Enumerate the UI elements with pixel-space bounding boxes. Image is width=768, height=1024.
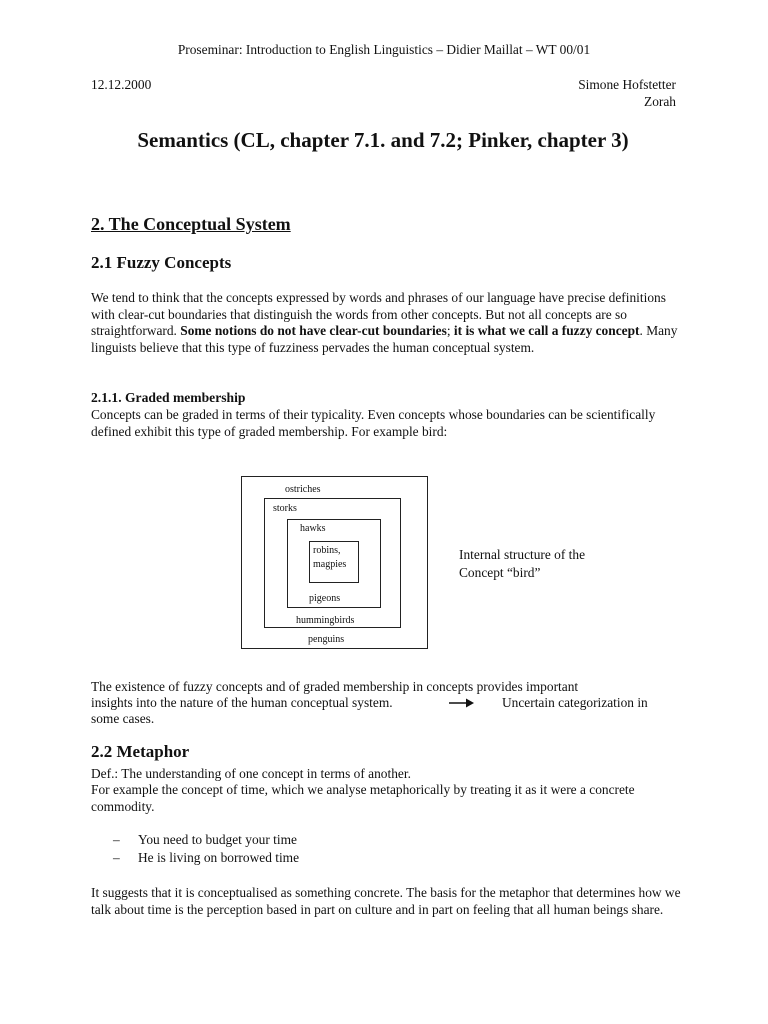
para-bold-text: Some notions do not have clear-cut boundaries [180,323,447,338]
list-dash: – [113,850,120,865]
graded-membership-paragraph: Concepts can be graded in terms of their typicality. Even concepts whose boundaries can be scientifically defined exhibit this type of graded membership. For example bird: [91,407,656,439]
conclusion-line2b: Uncertain categorization in [502,695,648,710]
conclusion-line2a: insights into the nature of the human conceptual system. [91,695,393,710]
conclusion-line1: The existence of fuzzy concepts and of graded membership in concepts provides important [91,679,579,694]
author-1: Simone Hofstetter [578,77,676,92]
right-arrow-icon [449,697,475,709]
conclusion-line3: some cases. [91,711,155,726]
metaphor-example: For example the concept of time, which we analyse metaphorically by treating it as it were a concrete commodity. [91,782,635,814]
fuzzy-concepts-paragraph [91,290,691,356]
section-heading-graded-membership: 2.1.1. Graded membership [91,390,246,405]
diagram-caption-line1: Internal structure of the [459,547,586,562]
list-item [113,850,299,866]
label-hummingbirds: hummingbirds [296,615,355,626]
label-robins: robins, [313,545,341,556]
author-2: Zorah [644,94,676,109]
list-item-text: He is living on borrowed time [138,850,300,865]
para-text: We tend to think that the concepts expressed by words and phrases of our language have precise definitions with clear-cut boundaries that distinguish the words from other concepts. But not all concepts are so straightforward. [91,290,666,338]
para-text: ; [446,323,454,338]
para-text: . Many linguists believe that this type of fuzziness pervades the human conceptual system. [91,323,678,355]
list-item [113,832,297,848]
label-hawks: hawks [300,523,326,534]
course-header: Proseminar: Introduction to English Linguistics – Didier Maillat – WT 00/01 [177,42,591,57]
metaphor-closing-paragraph: It suggests that it is conceptualised as something concrete. The basis for the metaphor that determines how we talk about time is the perception based in part on culture and in part on feeling that all human beings share. [91,885,681,917]
section-heading-fuzzy-concepts: 2.1 Fuzzy Concepts [91,253,232,272]
label-ostriches: ostriches [285,484,321,495]
label-storks: storks [273,503,297,514]
label-magpies: magpies [313,559,347,570]
metaphor-definition: Def.: The understanding of one concept in terms of another. [91,766,411,781]
diagram-caption-line2: Concept “bird” [459,565,541,580]
list-item-text: You need to budget your time [138,832,297,847]
section-heading-metaphor: 2.2 Metaphor [91,742,190,761]
section-heading-conceptual-system: 2. The Conceptual System [91,214,291,234]
para-bold-text: it is what we call a fuzzy concept [453,323,640,338]
page-title: Semantics (CL, chapter 7.1. and 7.2; Pinker, chapter 3) [137,128,629,152]
list-dash: – [113,832,120,847]
label-penguins: penguins [308,634,345,645]
label-pigeons: pigeons [309,593,341,604]
date: 12.12.2000 [91,77,152,92]
